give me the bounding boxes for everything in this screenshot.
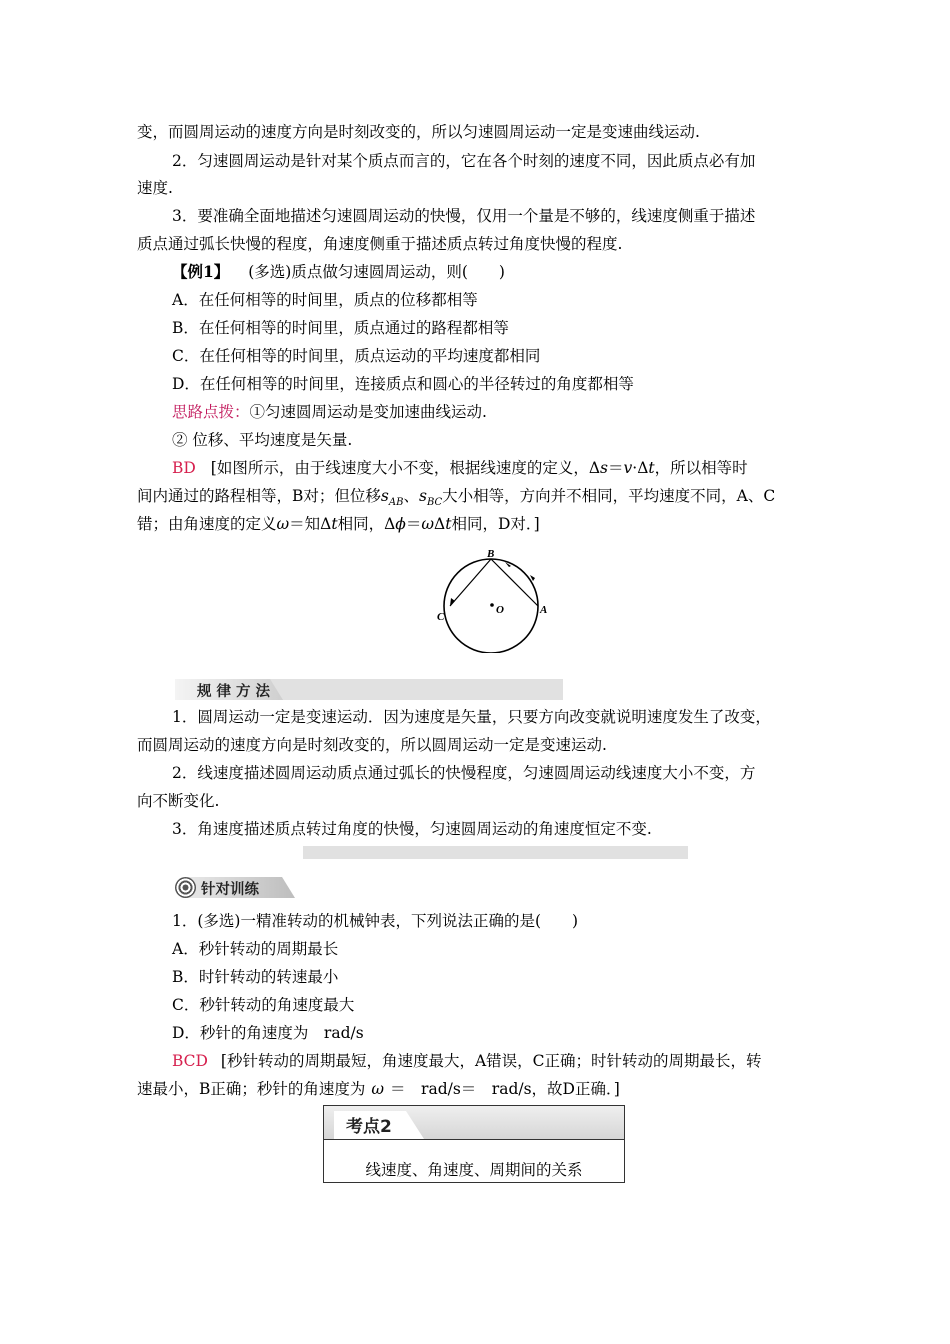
text-line: 质点通过弧长快慢的程度，角速度侧重于描述质点转过角度快慢的程度. [137, 235, 623, 253]
training-option-d: D．秒针的角速度为 rad/s [172, 1024, 364, 1042]
label-c: C [437, 611, 445, 623]
symbol: t [648, 459, 655, 477]
circle-figure [425, 543, 555, 653]
solution-line [137, 486, 775, 513]
key-point-header [324, 1106, 624, 1140]
symbol: t [445, 515, 452, 533]
option-d: D．在任何相等的时间里，连接质点和圆心的半径转过的角度都相等 [172, 375, 634, 393]
solution-text: [秒针转动的周期最短，角速度最大，A错误，C正确；时针转动的周期最长，转 [220, 1052, 762, 1070]
solution-text: 相同，Δ [337, 515, 396, 533]
section-divider [303, 846, 688, 859]
symbol: ω [421, 515, 435, 533]
symbol: ·Δ [632, 459, 649, 477]
center-dot [490, 603, 494, 607]
banner-title: 规律方法 [197, 684, 275, 700]
example-tag: 【例1】 [172, 262, 230, 281]
example-question-text: (多选)质点做匀速圆周运动，则( ) [248, 263, 505, 281]
training-question: 1．(多选)一精准转动的机械钟表，下列说法正确的是( ) [172, 912, 579, 930]
solution-text: ＝ rad/s＝ rad/s，故D正确．] [390, 1080, 620, 1098]
solution-text: 相同，D对．] [451, 515, 540, 533]
option-b: B．在任何相等的时间里，质点通过的路程都相等 [172, 319, 509, 337]
solution-text: 间内通过的路程相等，B对；但位移 [137, 487, 381, 505]
hint-line [172, 402, 487, 422]
symbol: ω [371, 1080, 385, 1098]
rule-line: 向不断变化. [137, 792, 220, 810]
answer-label: BCD [172, 1052, 208, 1070]
hint-text: ①匀速圆周运动是变加速曲线运动. [249, 403, 487, 421]
key-point-label: 考点2 [346, 1117, 392, 1137]
solution-text: 大小相等，方向并不相同，平均速度不同，A、C [442, 487, 776, 505]
solution-text: ＝知Δ [289, 515, 332, 533]
symbol: ϕ [395, 515, 406, 533]
solution-line [172, 1051, 762, 1071]
label-b: B [487, 548, 495, 560]
symbol: t [331, 515, 338, 533]
solution-line [137, 514, 540, 534]
key-point-box [323, 1105, 625, 1183]
training-option-b: B．时针转动的转速最小 [172, 968, 339, 986]
text-line: 变，而圆周运动的速度方向是时刻改变的，所以匀速圆周运动一定是变速曲线运动. [137, 123, 700, 141]
answer-label: BD [172, 459, 196, 477]
symbol: v [623, 459, 633, 477]
solution-text: 错；由角速度的定义 [137, 515, 277, 533]
training-option-c: C．秒针转动的角速度最大 [172, 996, 355, 1014]
solution-text: ，所以相等时 [654, 459, 748, 477]
symbol: ＝ [405, 515, 422, 533]
solution-text: [如图所示，由于线速度大小不变，根据线速度的定义，Δ [210, 459, 601, 477]
method-banner [175, 679, 563, 700]
rule-line: 1．圆周运动一定是变速运动．因为速度是矢量，只要方向改变就说明速度发生了改变， [172, 708, 771, 726]
banner-title: 针对训练 [201, 882, 259, 898]
example-question [172, 262, 505, 282]
subscript: AB [388, 497, 404, 509]
solution-line [137, 1079, 620, 1099]
symbol: s [418, 487, 427, 505]
hint-line-2: ② 位移、平均速度是矢量. [172, 431, 353, 449]
symbol: ω [276, 515, 290, 533]
symbol: Δ [434, 515, 446, 533]
symbol: 、 [403, 487, 419, 505]
solution-text: 速最小，B正确；秒针的角速度为 [137, 1080, 366, 1098]
text-line: 3．要准确全面地描述匀速圆周运动的快慢，仅用一个量是不够的，线速度侧重于描述 [172, 207, 756, 225]
text-line: 2．匀速圆周运动是针对某个质点而言的，它在各个时刻的速度不同，因此质点必有加 [172, 152, 756, 170]
text-line: 速度. [137, 179, 173, 197]
chord-bc [450, 559, 491, 606]
option-a: A．在任何相等的时间里，质点的位移都相等 [172, 291, 478, 309]
hint-label: 思路点拨： [172, 403, 250, 421]
target-icon [175, 877, 196, 898]
label-a: A [540, 604, 548, 616]
key-point-title: 线速度、角速度、周期间的关系 [365, 1161, 583, 1179]
training-banner [175, 877, 295, 898]
symbol: s [600, 459, 608, 477]
rule-line: 3．角速度描述质点转过角度的快慢，匀速圆周运动的角速度恒定不变. [172, 820, 652, 838]
rule-line: 而圆周运动的速度方向是时刻改变的，所以圆周运动一定是变速运动. [137, 736, 607, 754]
training-option-a: A．秒针转动的周期最长 [172, 940, 339, 958]
label-o: O [496, 604, 504, 616]
option-c: C．在任何相等的时间里，质点运动的平均速度都相同 [172, 347, 541, 365]
symbol: s [380, 487, 389, 505]
solution-line [172, 458, 748, 478]
subscript: BC [426, 497, 443, 509]
symbol: ＝ [607, 459, 624, 477]
rule-line: 2．线速度描述圆周运动质点通过弧长的快慢程度，匀速圆周运动线速度大小不变，方 [172, 764, 756, 782]
